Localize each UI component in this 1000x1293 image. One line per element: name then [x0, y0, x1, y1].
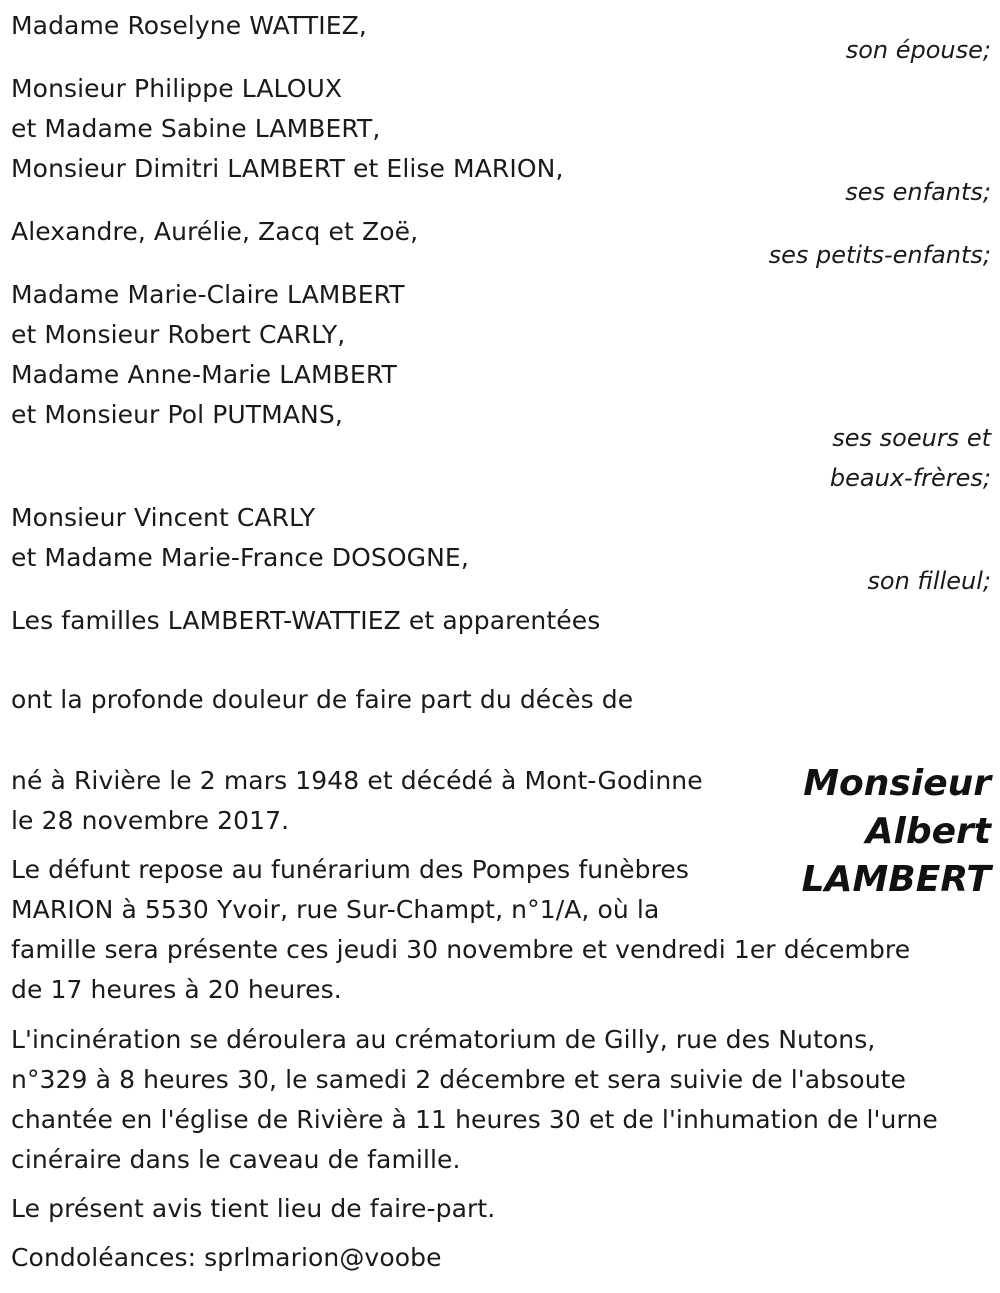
- godson-name-line: Monsieur Vincent CARLY: [11, 503, 316, 532]
- cremation-line: L'incinération se déroulera au crématorium de Gilly, rue des Nutons,: [11, 1025, 876, 1054]
- deceased-last-name: LAMBERT: [801, 859, 991, 900]
- sibling-name-line: et Monsieur Pol PUTMANS,: [11, 400, 343, 429]
- relation-grandchildren: ses petits-enfants;: [768, 241, 991, 269]
- child-name-line: et Madame Sabine LAMBERT,: [11, 114, 381, 143]
- funerarium-line: famille sera présente ces jeudi 30 novembre et vendredi 1er décembre: [11, 935, 911, 964]
- cremation-line: chantée en l'église de Rivière à 11 heures 30 et de l'inhumation de l'urne: [11, 1105, 938, 1134]
- birth-death-line: le 28 novembre 2017.: [11, 806, 290, 835]
- child-name-line: Monsieur Philippe LALOUX: [11, 74, 343, 103]
- funerarium-line: de 17 heures à 20 heures.: [11, 975, 342, 1004]
- condolences-line: Condoléances: sprlmarion@voobe: [11, 1243, 442, 1272]
- deceased-title: Monsieur: [803, 763, 991, 804]
- relation-siblings: beaux-frères;: [829, 464, 991, 492]
- deceased-first-name: Albert: [865, 811, 991, 852]
- announcement-line: ont la profonde douleur de faire part du décès de: [11, 685, 634, 714]
- relation-children: ses enfants;: [845, 178, 991, 206]
- child-name-line: Monsieur Dimitri LAMBERT et Elise MARION,: [11, 154, 564, 183]
- cremation-line: cinéraire dans le caveau de famille.: [11, 1145, 461, 1174]
- notice-line: Le présent avis tient lieu de faire-part.: [11, 1194, 496, 1223]
- sibling-name-line: et Monsieur Robert CARLY,: [11, 320, 346, 349]
- sibling-name-line: Madame Anne-Marie LAMBERT: [11, 360, 397, 389]
- families-line: Les familles LAMBERT-WATTIEZ et apparentées: [11, 606, 601, 635]
- relation-godson: son filleul;: [867, 567, 991, 595]
- relation-spouse: son épouse;: [845, 36, 991, 64]
- cremation-line: n°329 à 8 heures 30, le samedi 2 décembre et sera suivie de l'absoute: [11, 1065, 907, 1094]
- grandchildren-names: Alexandre, Aurélie, Zacq et Zoë,: [11, 217, 419, 246]
- sibling-name-line: Madame Marie-Claire LAMBERT: [11, 280, 405, 309]
- birth-death-line: né à Rivière le 2 mars 1948 et décédé à Mont-Godinne: [11, 766, 703, 795]
- godson-name-line: et Madame Marie-France DOSOGNE,: [11, 543, 469, 572]
- funerarium-line: Le défunt repose au funérarium des Pompes funèbres: [11, 855, 690, 884]
- relation-siblings: ses soeurs et: [832, 424, 991, 452]
- funerarium-line: MARION à 5530 Yvoir, rue Sur-Champt, n°1/A, où la: [11, 895, 660, 924]
- spouse-name: Madame Roselyne WATTIEZ,: [11, 11, 367, 40]
- deceased-name: [802, 760, 991, 904]
